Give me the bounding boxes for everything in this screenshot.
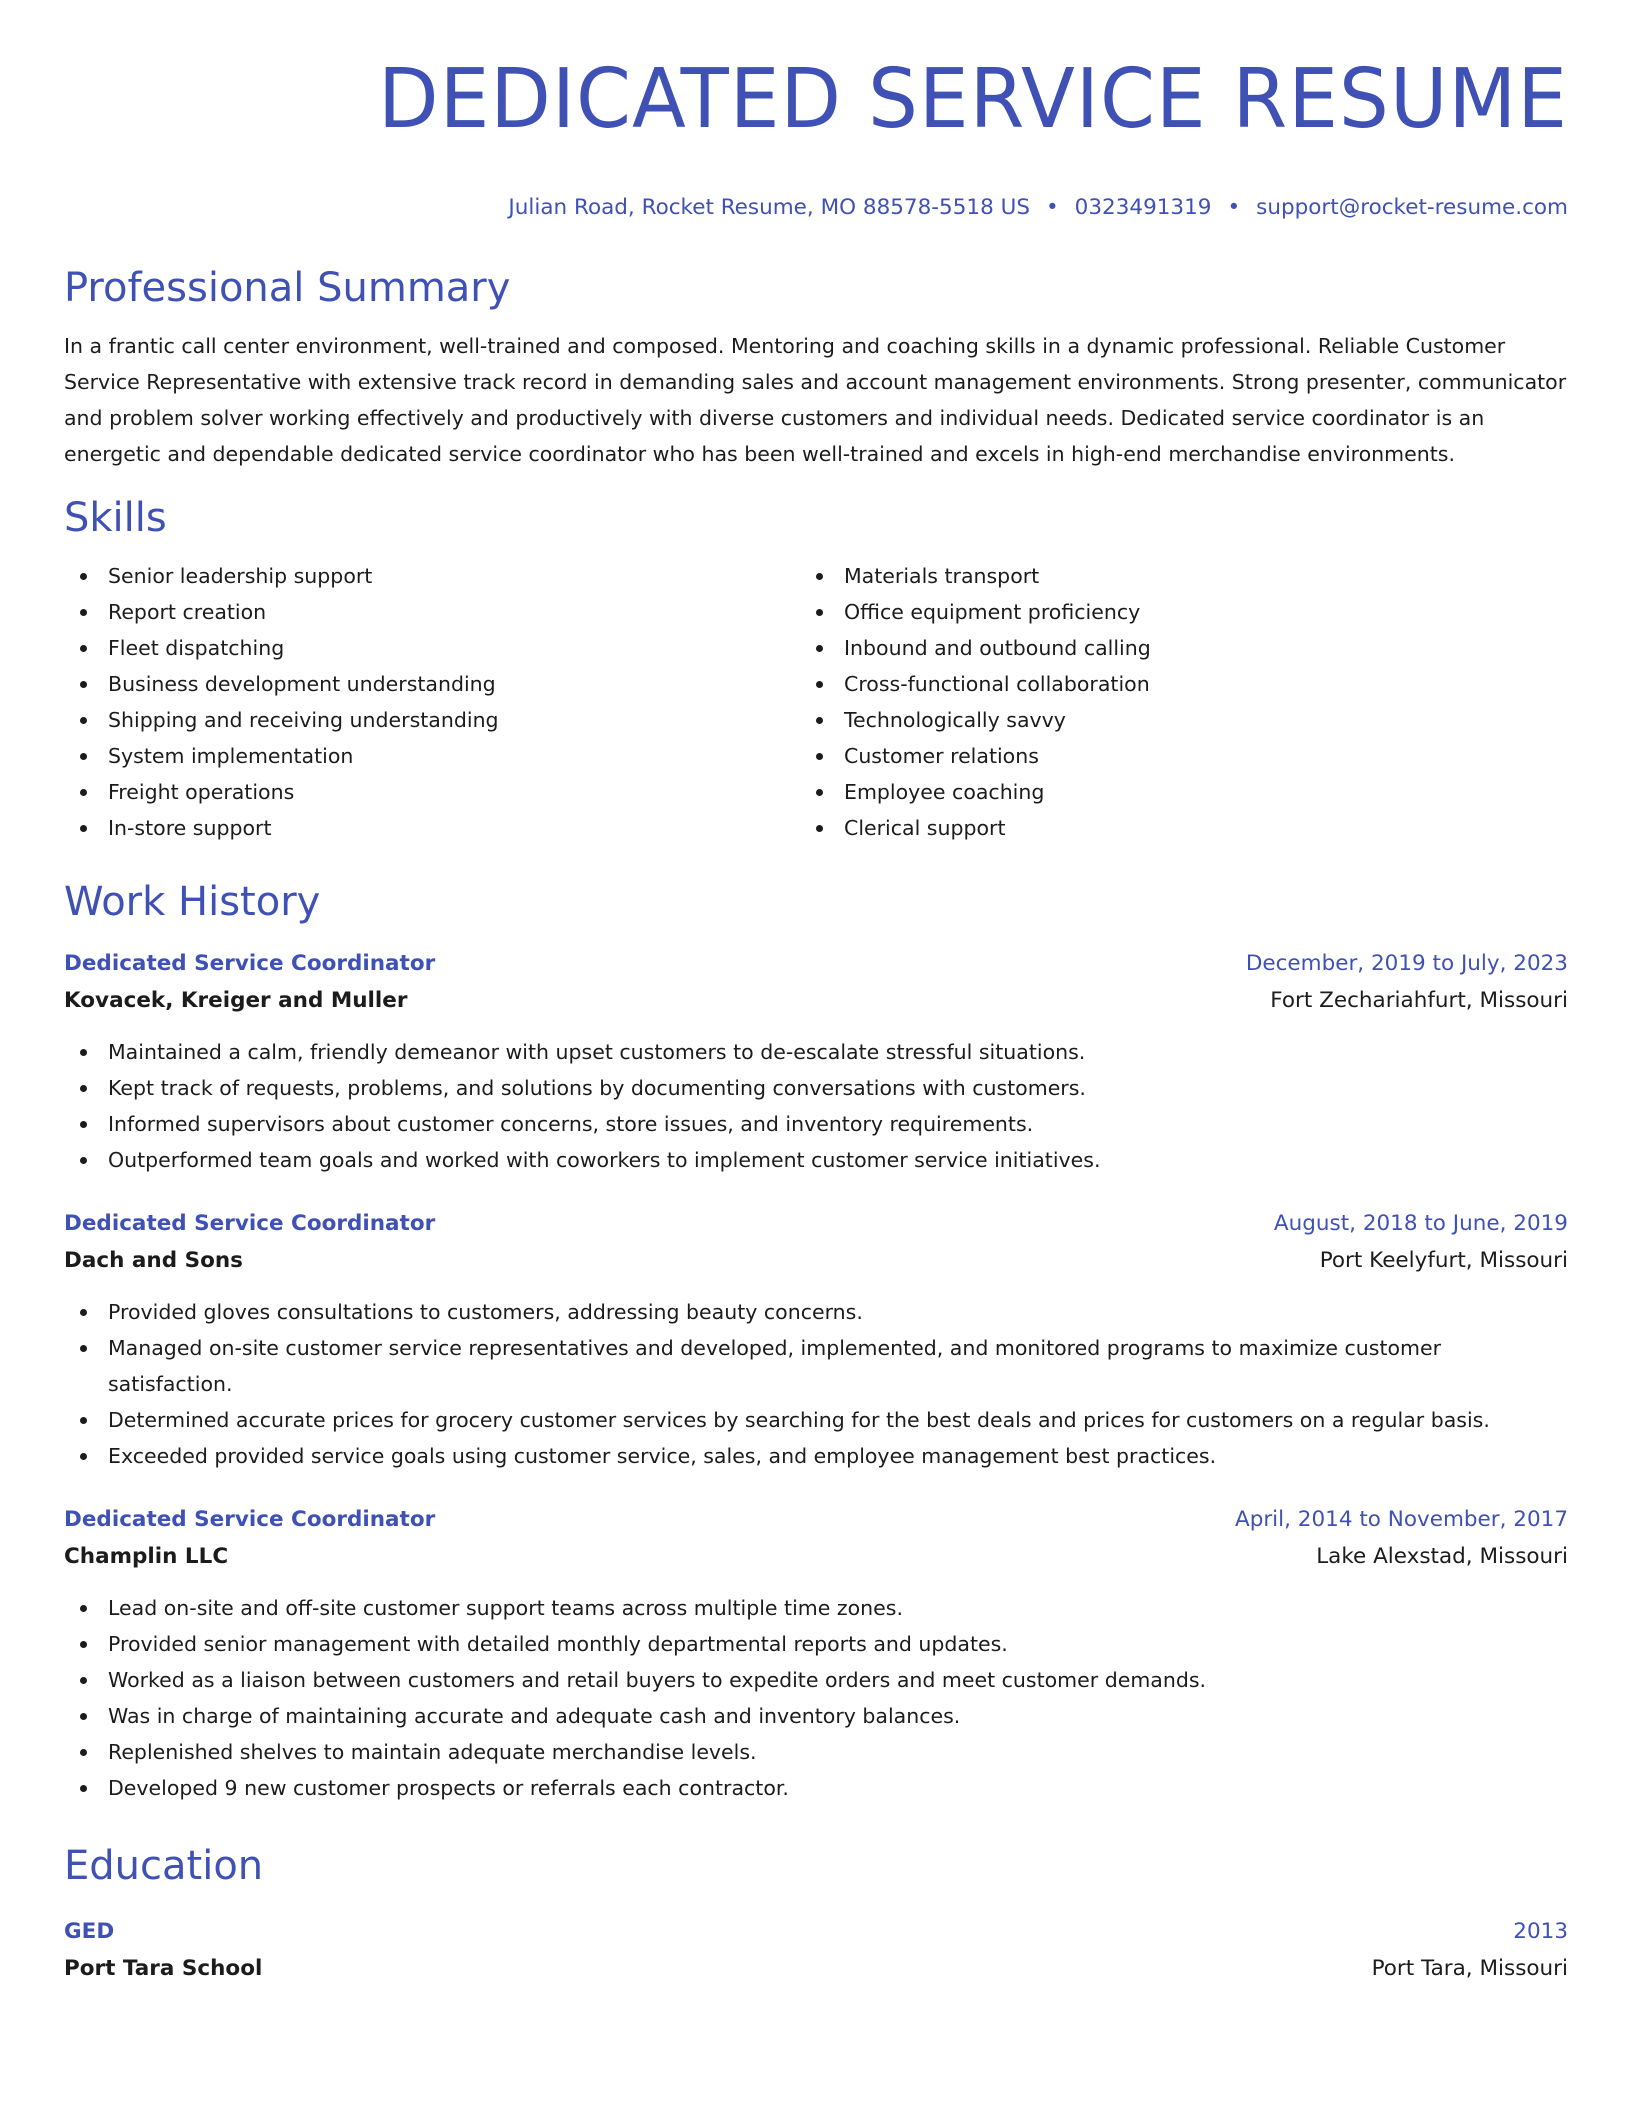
skills-columns bbox=[64, 558, 1568, 846]
job-company: Dach and Sons bbox=[64, 1248, 243, 1273]
contact-separator: • bbox=[1227, 195, 1241, 220]
resume-header bbox=[64, 52, 1568, 222]
job-bullet: Maintained a calm, friendly demeanor with upset customers to de-escalate stressful situations. bbox=[64, 1034, 1568, 1070]
job-entry bbox=[64, 1206, 1568, 1474]
summary-section bbox=[64, 264, 1568, 472]
job-location: Fort Zechariahfurt, Missouri bbox=[1270, 988, 1568, 1013]
skill-item: Report creation bbox=[64, 594, 800, 630]
contact-address: Julian Road, Rocket Resume, MO 88578-5518 US bbox=[508, 195, 1030, 220]
skills-heading: Skills bbox=[64, 495, 167, 541]
skill-item: System implementation bbox=[64, 738, 800, 774]
education-degree: GED bbox=[64, 1919, 115, 1944]
job-bullet: Replenished shelves to maintain adequate merchandise levels. bbox=[64, 1734, 1568, 1770]
skill-item: Materials transport bbox=[800, 558, 1536, 594]
skill-item: In-store support bbox=[64, 810, 800, 846]
job-title: Dedicated Service Coordinator bbox=[64, 951, 436, 976]
job-bullets bbox=[64, 1034, 1568, 1178]
job-bullet: Lead on-site and off-site customer support teams across multiple time zones. bbox=[64, 1590, 1568, 1626]
job-title: Dedicated Service Coordinator bbox=[64, 1211, 436, 1236]
skill-item: Office equipment proficiency bbox=[800, 594, 1536, 630]
education-school-row bbox=[64, 1950, 1568, 1988]
skills-section bbox=[64, 494, 1568, 846]
job-bullet: Exceeded provided service goals using customer service, sales, and employee management best practices. bbox=[64, 1438, 1568, 1474]
job-bullet: Was in charge of maintaining accurate and adequate cash and inventory balances. bbox=[64, 1698, 1568, 1734]
job-bullet: Provided gloves consultations to customers, addressing beauty concerns. bbox=[64, 1294, 1568, 1330]
education-school: Port Tara School bbox=[64, 1956, 263, 1981]
skill-item: Customer relations bbox=[800, 738, 1536, 774]
job-bullet: Worked as a liaison between customers and retail buyers to expedite orders and meet customer demands. bbox=[64, 1662, 1568, 1698]
contact-email[interactable]: support@rocket-resume.com bbox=[1256, 195, 1568, 220]
job-bullet: Informed supervisors about customer concerns, store issues, and inventory requirements. bbox=[64, 1106, 1568, 1142]
job-dates: April, 2014 to November, 2017 bbox=[1234, 1507, 1568, 1532]
summary-text: In a frantic call center environment, well-trained and composed. Mentoring and coaching skills in a dynamic professional. Reliable Customer Service Representative with extensive track record in demanding sales and account management environments. Strong presenter, communicator and problem solver working effectively and productively with diverse customers and individual needs. Dedicated service coordinator is an energetic and dependable dedicated service coordinator who has been well-trained and excels in high-end merchandise environments. bbox=[64, 334, 1567, 466]
job-dates: August, 2018 to June, 2019 bbox=[1273, 1211, 1568, 1236]
job-title-row bbox=[64, 946, 1568, 982]
education-section bbox=[64, 1842, 1568, 1988]
job-bullet: Kept track of requests, problems, and solutions by documenting conversations with customers. bbox=[64, 1070, 1568, 1106]
work-history-section bbox=[64, 878, 1568, 1806]
job-location: Port Keelyfurt, Missouri bbox=[1319, 1248, 1568, 1273]
job-company-row bbox=[64, 982, 1568, 1020]
education-entry bbox=[64, 1914, 1568, 1988]
resume-name: DEDICATED SERVICE RESUME bbox=[378, 52, 1568, 147]
job-company-row bbox=[64, 1242, 1568, 1280]
job-entry bbox=[64, 1502, 1568, 1806]
skill-item: Shipping and receiving understanding bbox=[64, 702, 800, 738]
skill-item: Clerical support bbox=[800, 810, 1536, 846]
job-location: Lake Alexstad, Missouri bbox=[1316, 1544, 1568, 1569]
education-degree-row bbox=[64, 1914, 1568, 1950]
skill-item: Senior leadership support bbox=[64, 558, 800, 594]
skills-column-left bbox=[64, 558, 800, 846]
skill-item: Employee coaching bbox=[800, 774, 1536, 810]
job-bullets bbox=[64, 1590, 1568, 1806]
skills-column-right bbox=[800, 558, 1536, 846]
job-bullet: Developed 9 new customer prospects or referrals each contractor. bbox=[64, 1770, 1568, 1806]
skill-item: Technologically savvy bbox=[800, 702, 1536, 738]
education-heading: Education bbox=[64, 1843, 264, 1889]
skill-item: Cross-functional collaboration bbox=[800, 666, 1536, 702]
job-title: Dedicated Service Coordinator bbox=[64, 1507, 436, 1532]
job-bullet: Managed on-site customer service representatives and developed, implemented, and monitored programs to maximize customer satisfaction. bbox=[64, 1330, 1568, 1402]
skill-item: Business development understanding bbox=[64, 666, 800, 702]
skill-item: Fleet dispatching bbox=[64, 630, 800, 666]
job-bullet: Outperformed team goals and worked with coworkers to implement customer service initiatives. bbox=[64, 1142, 1568, 1178]
job-title-row bbox=[64, 1502, 1568, 1538]
job-bullets bbox=[64, 1294, 1568, 1474]
job-bullet: Determined accurate prices for grocery customer services by searching for the best deals and prices for customers on a regular basis. bbox=[64, 1402, 1568, 1438]
contact-phone: 0323491319 bbox=[1074, 195, 1212, 220]
skill-item: Inbound and outbound calling bbox=[800, 630, 1536, 666]
job-company: Kovacek, Kreiger and Muller bbox=[64, 988, 408, 1013]
contact-line bbox=[64, 194, 1568, 222]
summary-heading: Professional Summary bbox=[64, 265, 511, 311]
education-year: 2013 bbox=[1513, 1919, 1568, 1944]
work-history-heading: Work History bbox=[64, 879, 321, 925]
job-entry bbox=[64, 946, 1568, 1178]
job-bullet: Provided senior management with detailed monthly departmental reports and updates. bbox=[64, 1626, 1568, 1662]
job-dates: December, 2019 to July, 2023 bbox=[1245, 951, 1568, 976]
job-company-row bbox=[64, 1538, 1568, 1576]
skill-item: Freight operations bbox=[64, 774, 800, 810]
job-company: Champlin LLC bbox=[64, 1544, 229, 1569]
education-location: Port Tara, Missouri bbox=[1371, 1956, 1568, 1981]
contact-separator: • bbox=[1045, 195, 1059, 220]
job-title-row bbox=[64, 1206, 1568, 1242]
